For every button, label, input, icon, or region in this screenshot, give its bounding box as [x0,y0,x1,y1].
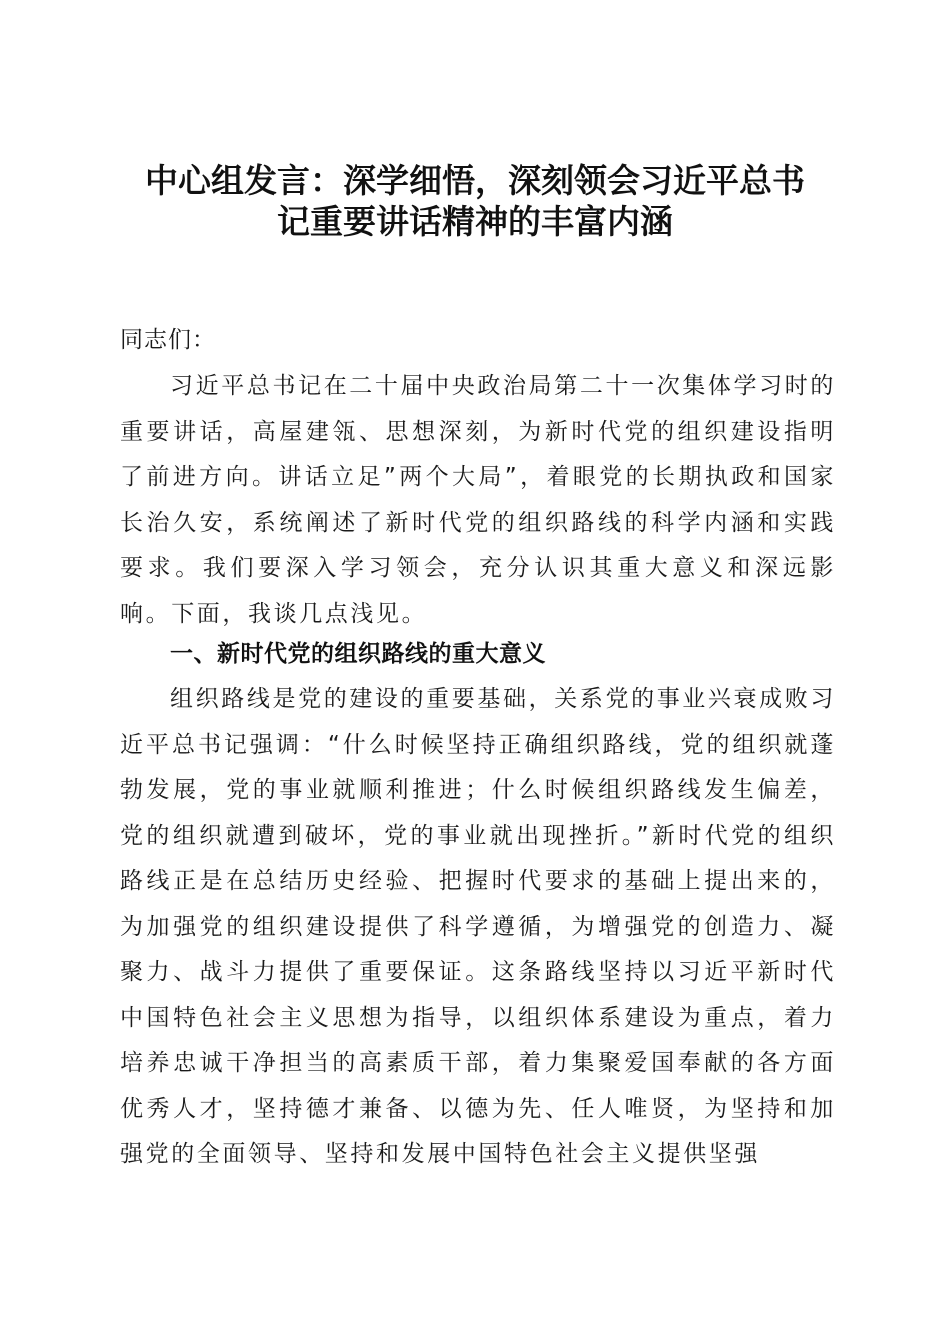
salutation: 同志们： [120,327,216,353]
paragraph-section-1: 组织路线是党的建设的重要基础，关系党的事业兴衰成败习近平总书记强调：“什么时候坚持正确组织路线，党的组织就蓬勃发展，党的事业就顺利推进；什么时候组织路线发生偏差，党的组织就遭到破坏，党的事业就出现挫折。”新时代党的组织路线正是在总结历史经验、把握时代要求的基础上提出来的，为加强党的组织建设提供了科学遵循，为增强党的创造力、凝聚力、战斗力提供了重要保证。这条路线坚持以习近平新时代中国特色社会主义思想为指导，以组织体系建设为重点，着力培养忠诚干净担当的高素质干部，着力集聚爱国奉献的各方面优秀人才，坚持德才兼备、以德为先、任人唯贤，为坚持和加强党的全面领导、坚持和发展中国特色社会主义提供坚强 [120,686,836,1167]
document-title-line-2: 记重要讲话精神的丰富内涵 [277,202,673,241]
section-heading-1: 一、新时代党的组织路线的重大意义 [170,641,546,667]
paragraph-intro: 习近平总书记在二十届中央政治局第二十一次集体学习时的重要讲话，高屋建瓴、思想深刻，为新时代党的组织建设指明了前进方向。讲话立足”两个大局”，着眼党的长期执政和国家长治久安，系统阐述了新时代党的组织路线的科学内涵和实践要求。我们要深入学习领会，充分认识其重大意义和深远影响。下面，我谈几点浅见。 [120,373,836,627]
document-title-line-1: 中心组发言：深学细悟，深刻领会习近平总书 [145,161,805,200]
